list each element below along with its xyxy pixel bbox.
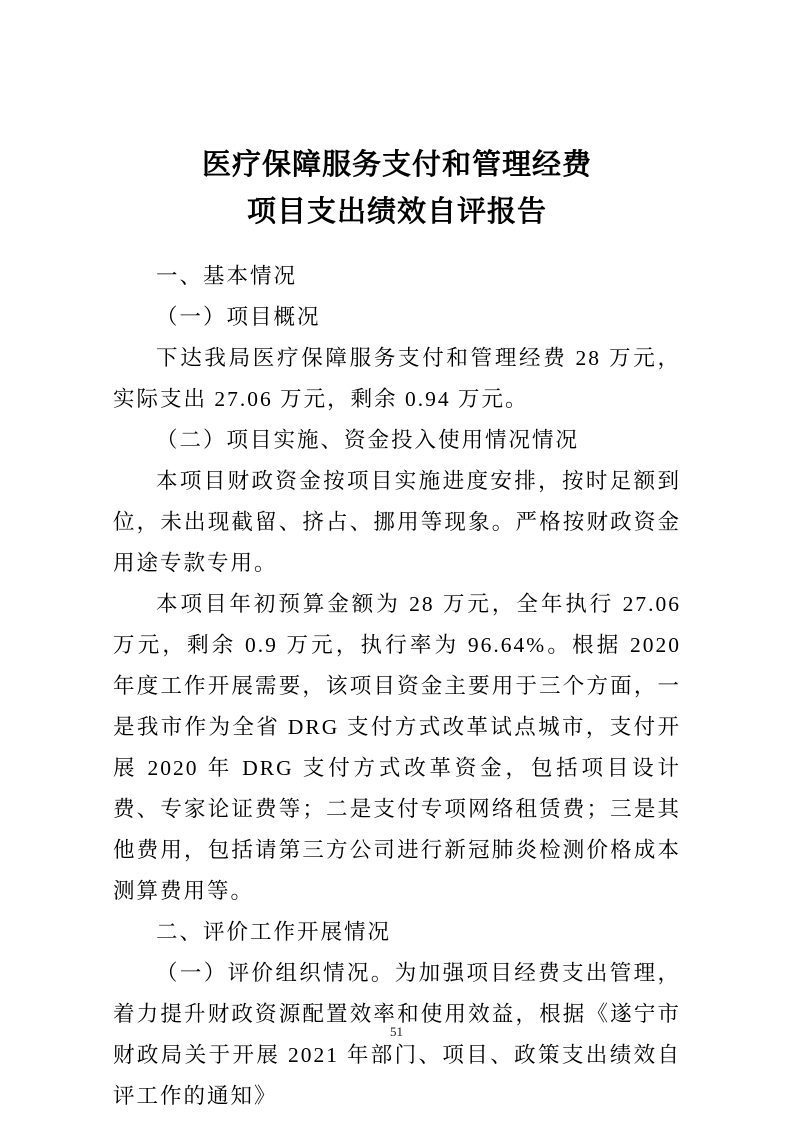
document-title-line-2: 项目支出绩效自评报告 <box>246 196 547 228</box>
section-heading-basic-situation: 一、基本情况 <box>156 264 298 288</box>
paragraph-funding-arrangement: 本项目财政资金按项目实施进度安排，按时足额到位，未出现截留、挤占、挪用等现象。严格按财政资金用途专款专用。 <box>113 469 681 575</box>
document-title <box>113 142 681 236</box>
section-heading-evaluation-work: 二、评价工作开展情况 <box>156 920 392 944</box>
document-title-line-1: 医疗保障服务支付和管理经费 <box>201 149 592 181</box>
page-number: 51 <box>390 1024 403 1039</box>
subsection-heading-project-overview: （一）项目概况 <box>156 305 321 329</box>
paragraph-evaluation-organization: （一）评价组织情况。为加强项目经费支出管理，着力提升财政资源配置效率和使用效益，根据《遂宁市财政局关于开展 2021 年部门、项目、政策支出绩效自评工作的通知》 <box>113 961 681 1108</box>
subsection-heading-implementation-funding: （二）项目实施、资金投入使用情况情况 <box>156 428 580 452</box>
document-body <box>113 256 681 1117</box>
paragraph-budget-execution: 本项目年初预算金额为 28 万元，全年执行 27.06 万元，剩余 0.9 万元，执行率为 96.64%。根据 2020 年度工作开展需要，该项目资金主要用于三个方面，一是我市作为全省 DRG 支付方式改革试点城市，支付开展 2020 年 DRG 支付方式改革资金，包括项目设计费、专家论证费等；二是支付专项网络租赁费；三是其他费用，包括请第三方公司进行新冠肺炎检测价格成本测算费用等。 <box>113 592 681 903</box>
paragraph-project-overview: 下达我局医疗保障服务支付和管理经费 28 万元，实际支出 27.06 万元，剩余 0.94 万元。 <box>113 346 681 411</box>
